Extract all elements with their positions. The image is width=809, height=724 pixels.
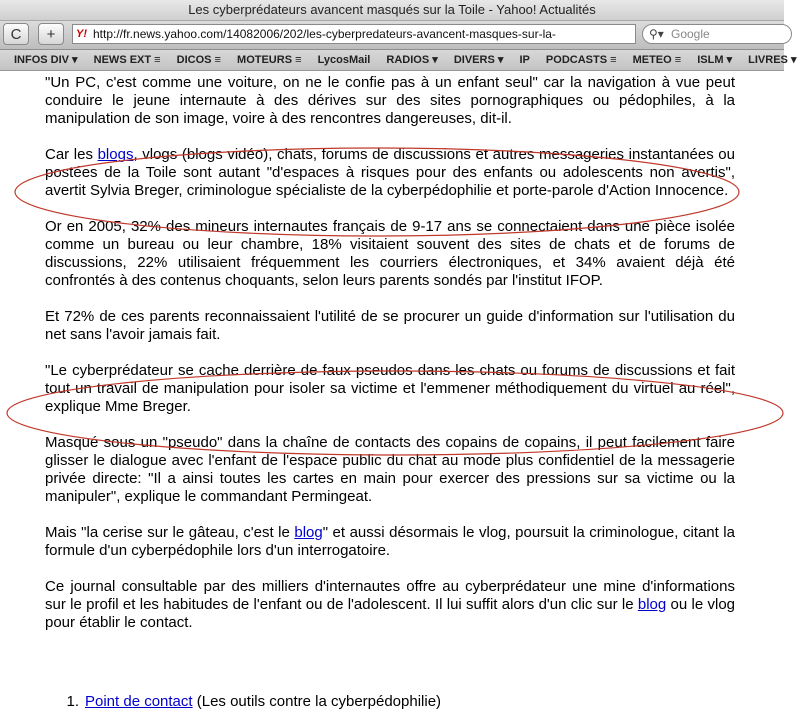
- blogs-link[interactable]: blogs: [97, 146, 134, 163]
- article-paragraph: [45, 578, 735, 632]
- text-run: Ce journal consultable par des milliers d'internautes offre au cyberprédateur une mine d'informations sur le profil et les habitudes de l'enfant ou de l'adolescent. Il lui suffit alors d'un clic sur le: [45, 578, 735, 613]
- bookmark-islm[interactable]: ISLM ▾: [697, 54, 733, 66]
- bookmark-moteurs[interactable]: MOTEURS ≡: [237, 54, 302, 66]
- bookmarks-bar: [0, 50, 797, 71]
- blog-link[interactable]: blog: [637, 596, 667, 613]
- text-run: Mais "la cerise sur le gâteau, c'est le: [45, 524, 295, 541]
- article-paragraph: Masqué sous un "pseudo" dans la chaîne de contacts des copains de copains, il peut facilement faire glisser le dialogue avec l'enfant de l'espace public du chat au mode plus confidentiel de la messagerie privée directe: "Il a ainsi toutes les cartes en main pour exercer des pressions sur sa victime ou la manipuler", explique le commandant Permingeat.: [45, 434, 735, 505]
- article-body: [45, 74, 735, 650]
- point-de-contact-link[interactable]: Point de contact: [85, 693, 193, 710]
- bookmark-dicos[interactable]: DICOS ≡: [176, 54, 221, 66]
- window-title: Les cyberprédateurs avancent masqués sur la Toile - Yahoo! Actualités: [188, 2, 596, 17]
- article-paragraph: "Le cyberprédateur se cache derrière de faux pseudos dans les chats ou forums de discussions et fait tout un travail de manipulation pour isoler sa victime et l'emmener méthodiquement du virtuel au réel", explique Mme Breger.: [45, 362, 735, 415]
- plus-icon: +: [46, 26, 56, 43]
- bookmark-radios[interactable]: RADIOS ▾: [386, 54, 438, 66]
- article-paragraph: "Un PC, c'est comme une voiture, on ne le confie pas à un enfant seul" car la navigation à vue peut conduire le jeune internaute à des dérives sur des sites pornographiques ou pédophiles, à la manipulation de son image, voire à des rencontres dangereuses, dit-il.: [45, 74, 735, 127]
- list-number: 1.: [66, 693, 79, 710]
- bookmark-news-ext[interactable]: NEWS EXT ≡: [93, 54, 161, 66]
- bookmark-meteo[interactable]: METEO ≡: [632, 54, 682, 66]
- text-run: Car les: [45, 146, 98, 163]
- search-placeholder: Google: [671, 27, 710, 41]
- bookmark-podcasts[interactable]: PODCASTS ≡: [545, 54, 617, 66]
- reload-button[interactable]: [3, 23, 29, 45]
- text-run: ou le vlog pour établir le contact.: [45, 596, 735, 631]
- article-paragraph: [45, 146, 735, 200]
- bookmark-infos-div[interactable]: INFOS DIV ▾: [14, 54, 78, 66]
- bookmark-lycosmail[interactable]: LycosMail: [317, 54, 371, 66]
- article-paragraph: [45, 524, 735, 560]
- bookmark-livres[interactable]: LIVRES ▾: [748, 54, 797, 66]
- text-run: " et aussi désormais le vlog, poursuit la criminologue, citant la formule d'un cyberpédophile lors d'un interrogatoire.: [45, 524, 735, 559]
- url-text: http://fr.news.yahoo.com/14082006/202/les-cyberpredateurs-avancent-masques-sur-la-: [93, 27, 556, 41]
- list-item: [45, 693, 735, 711]
- reload-icon: C: [10, 26, 22, 43]
- bookmark-ip[interactable]: IP: [519, 54, 530, 66]
- text-run: , vlogs (blogs vidéo), chats, forums de discussions et autres messageries instantanées ou postées de la Toile sont autant "d'espaces à risques pour des enfants ou adolescents non avertis", avertit Sylvia Breger, criminologue spécialiste de la cyberpédophilie et porte-parole d'Action Innocence.: [45, 146, 735, 199]
- browser-toolbar: [0, 21, 784, 50]
- list-item-note: (Les outils contre la cyberpédophilie): [192, 693, 442, 710]
- yahoo-favicon-icon: Y!: [76, 28, 87, 40]
- search-icon: ⚲▾: [649, 27, 664, 41]
- article-paragraph: Or en 2005, 32% des mineurs internautes français de 9-17 ans se connectaient dans une pièce isolée comme un bureau ou leur chambre, 18% visitaient souvent des sites de chats et de forums de discussions, 22% utilisaient fréquemment les courriers électroniques, et 34% avaient déjà été confrontés à des contenus choquants, selon leurs parents sondés par l'institut IFOP.: [45, 218, 735, 289]
- window-title-bar: [0, 0, 784, 21]
- blog-link[interactable]: blog: [294, 524, 323, 541]
- new-tab-button[interactable]: [38, 23, 64, 45]
- article-paragraph: Et 72% de ces parents reconnaissaient l'utilité de se procurer un guide d'information sur l'utilisation du net sans l'avoir jamais fait.: [45, 308, 735, 343]
- search-input[interactable]: [642, 24, 792, 44]
- related-links-list: [45, 693, 735, 711]
- address-bar[interactable]: [72, 24, 636, 44]
- bookmark-divers[interactable]: DIVERS ▾: [453, 54, 504, 66]
